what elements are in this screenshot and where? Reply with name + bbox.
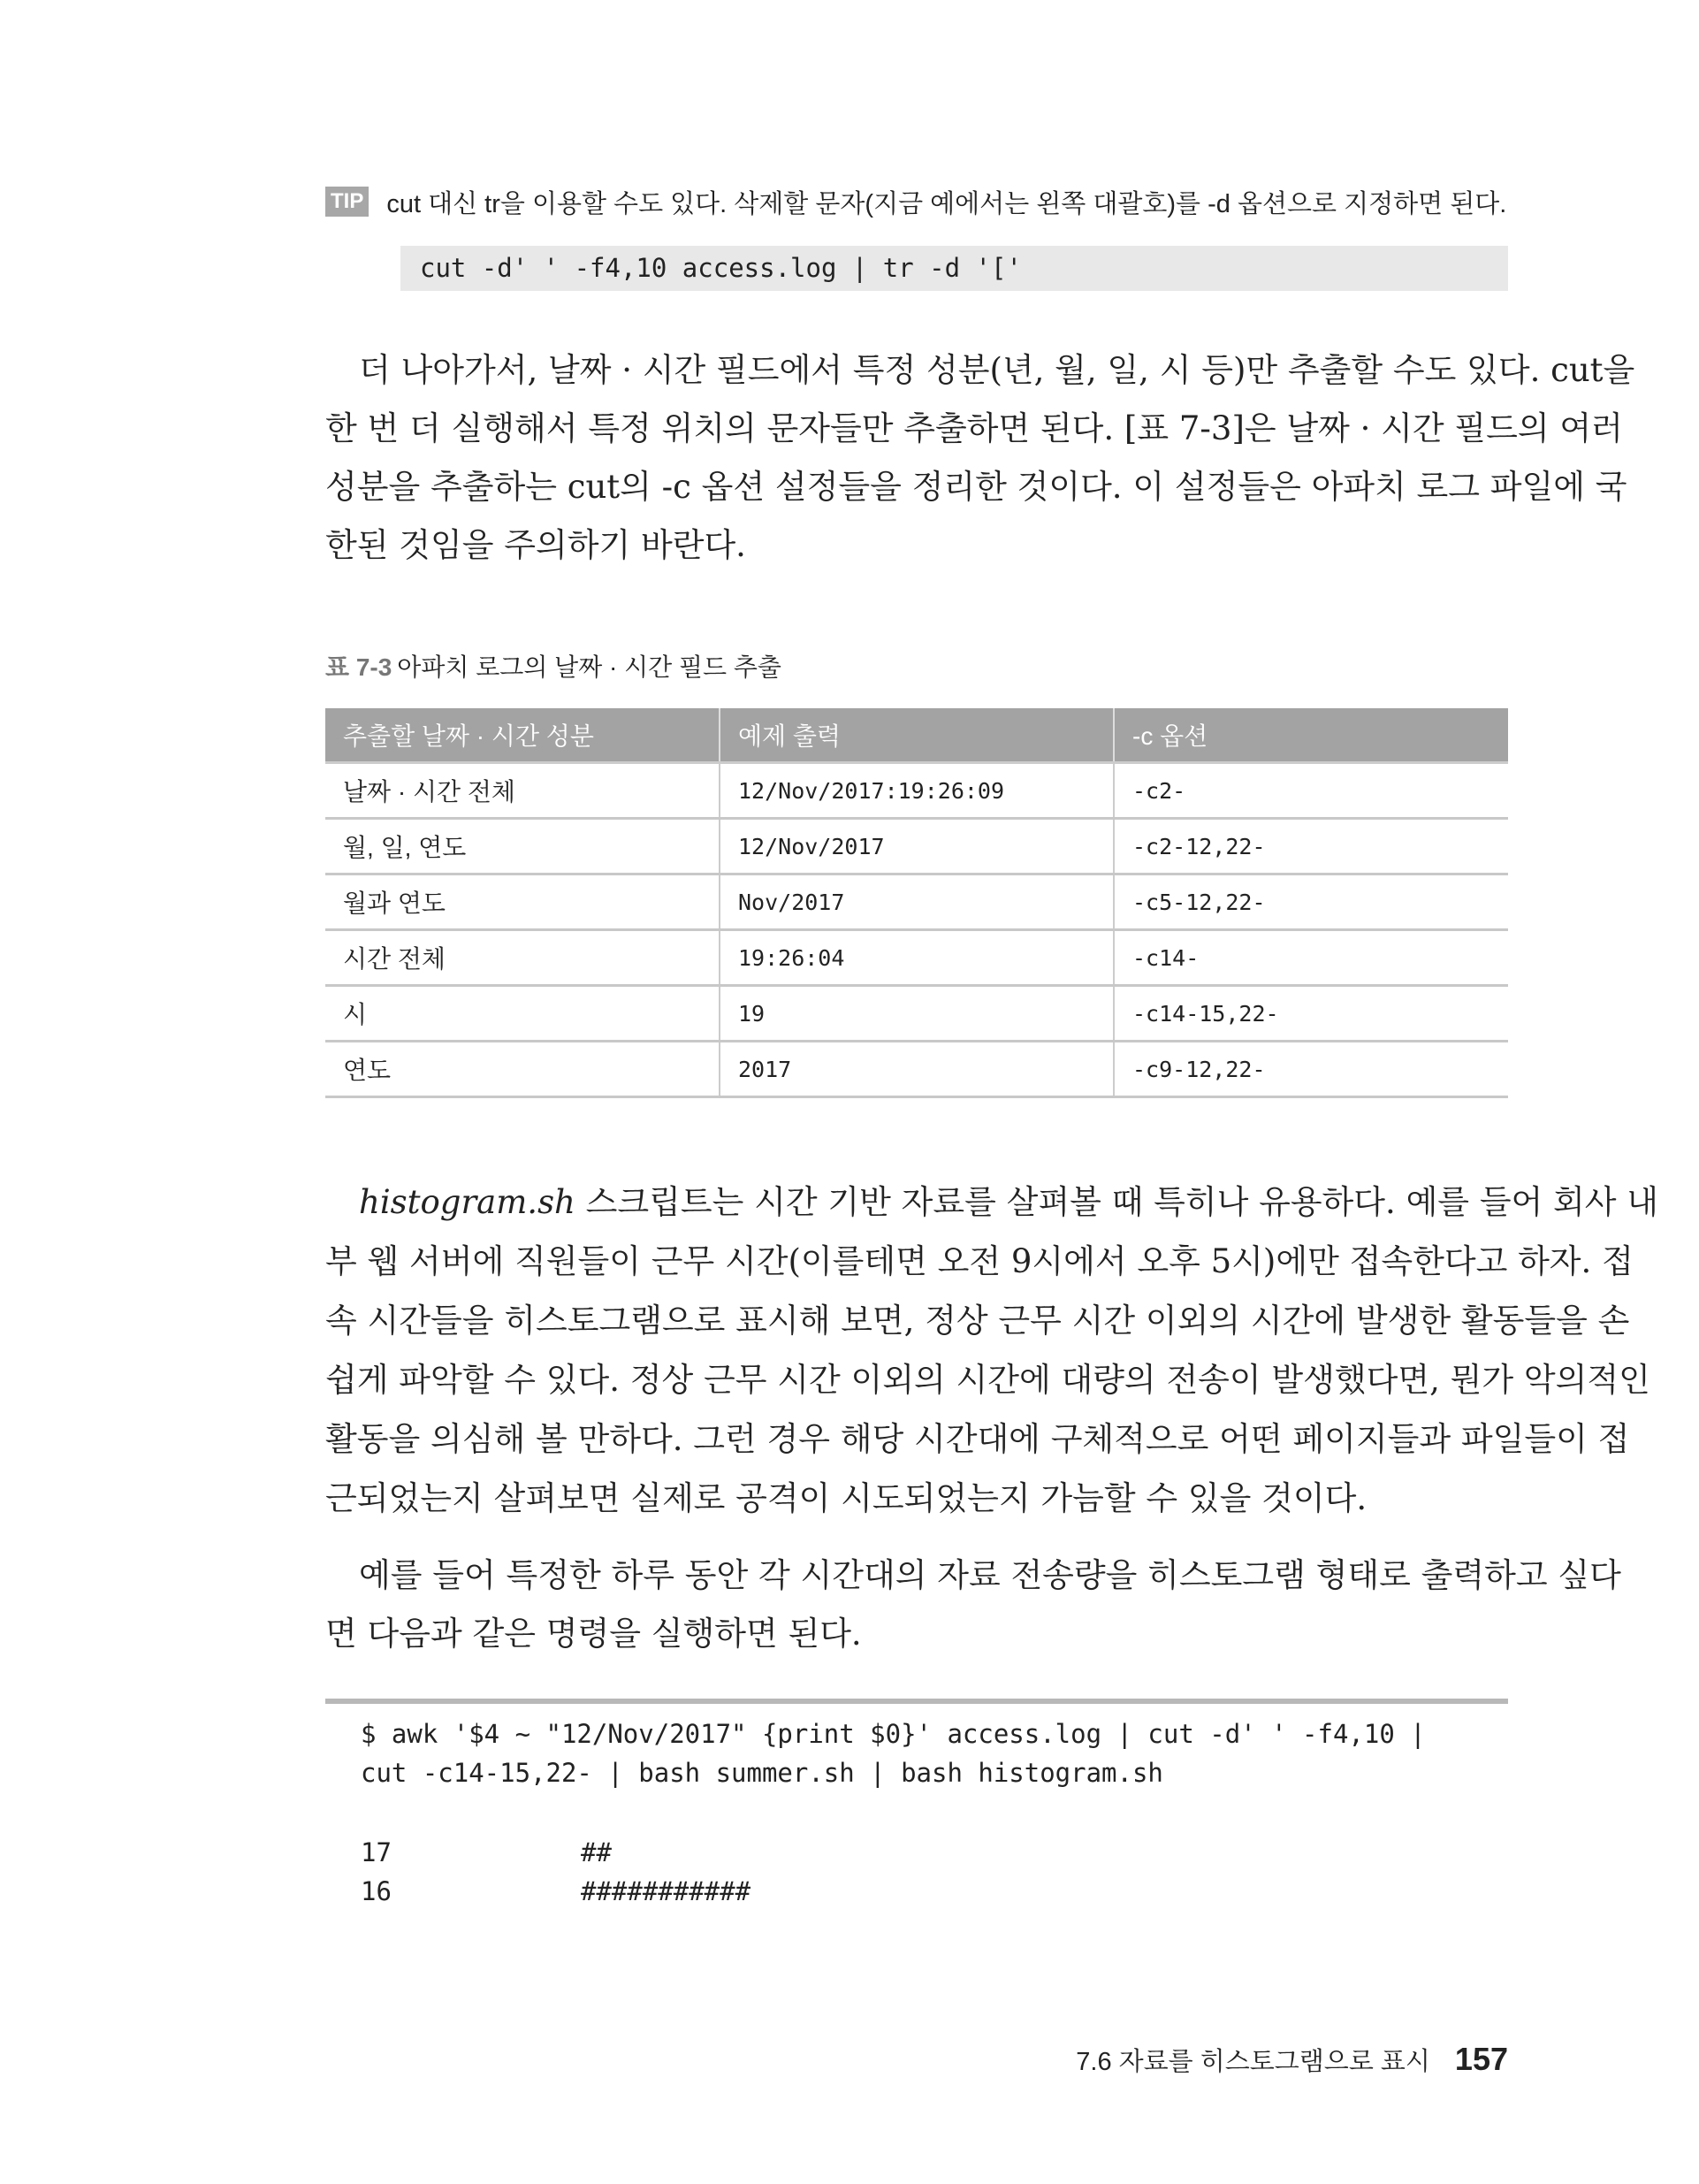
table-row bbox=[325, 986, 1508, 1042]
table-row bbox=[325, 874, 1508, 930]
tip-code-block: cut -d' ' -f4,10 access.log | tr -d '[' bbox=[400, 246, 1508, 291]
component-cell: 시 bbox=[325, 986, 720, 1042]
histogram-bar: ########### bbox=[581, 1876, 751, 1906]
component-cell: 시간 전체 bbox=[325, 930, 720, 986]
option-cell: -c2- bbox=[1114, 763, 1508, 819]
table-header-row bbox=[325, 708, 1508, 763]
text-line: 속 시간들을 히스토그램으로 표시해 보면, 정상 근무 시간 이외의 시간에 발생한 활동들을 손 bbox=[325, 1302, 1630, 1340]
command-line-2: cut -c14-15,22- | bash summer.sh | bash histogram.sh bbox=[361, 1758, 1163, 1788]
option-cell: -c2-12,22- bbox=[1114, 819, 1508, 874]
tip-badge: TIP bbox=[325, 187, 369, 217]
example-cell: 19:26:04 bbox=[720, 930, 1114, 986]
text-line: 쉽게 파악할 수 있다. 정상 근무 시간 이외의 시간에 대량의 전송이 발생했다면, 뭔가 악의적인 bbox=[325, 1361, 1650, 1399]
text-line: 근되었는지 살펴보면 실제로 공격이 시도되었는지 가늠할 수 있을 것이다. bbox=[325, 1479, 1368, 1517]
histogram-hour: 17 bbox=[361, 1837, 392, 1867]
text-line: 부 웹 서버에 직원들이 근무 시간(이를테면 오전 9시에서 오후 5시)에만 접속한다고 하자. 접 bbox=[325, 1242, 1634, 1280]
table-title: 아파치 로그의 날짜 · 시간 필드 추출 bbox=[397, 653, 781, 681]
text-line: 면 다음과 같은 명령을 실행하면 된다. bbox=[325, 1615, 862, 1653]
table-row bbox=[325, 1042, 1508, 1097]
histogram-row bbox=[361, 1837, 612, 1867]
section-title: 7.6 자료를 히스토그램으로 표시 bbox=[1076, 2048, 1430, 2076]
component-cell: 월과 연도 bbox=[325, 874, 720, 930]
table-number: 표 7-3 bbox=[325, 653, 392, 681]
command-line-1: $ awk '$4 ~ "12/Nov/2017" {print $0}' access.log | cut -d' ' -f4,10 | bbox=[361, 1719, 1426, 1749]
histogram-bar: ## bbox=[581, 1837, 612, 1867]
component-cell: 월, 일, 연도 bbox=[325, 819, 720, 874]
text-line: 성분을 추출하는 cut의 -c 옵션 설정들을 정리한 것이다. 이 설정들은 아파치 로그 파일에 국 bbox=[325, 468, 1627, 506]
text-line: 활동을 의심해 볼 만하다. 그런 경우 해당 시간대에 구체적으로 어떤 페이지들과 파일들이 접 bbox=[325, 1420, 1630, 1458]
histogram-hour: 16 bbox=[361, 1876, 392, 1906]
option-cell: -c9-12,22- bbox=[1114, 1042, 1508, 1097]
text-line: 더 나아가서, 날짜 · 시간 필드에서 특정 성분(년, 월, 일, 시 등)만 추출할 수도 있다. cut을 bbox=[359, 351, 1635, 389]
example-cell: 12/Nov/2017 bbox=[720, 819, 1114, 874]
option-cell: -c5-12,22- bbox=[1114, 874, 1508, 930]
table-row bbox=[325, 930, 1508, 986]
table-caption bbox=[325, 648, 781, 683]
paragraph-1 bbox=[325, 341, 1635, 575]
code-block-rule bbox=[325, 1699, 1508, 1704]
text-line: 한된 것임을 주의하기 바란다. bbox=[325, 526, 746, 564]
column-header: -c 옵션 bbox=[1114, 708, 1508, 763]
example-cell: Nov/2017 bbox=[720, 874, 1114, 930]
option-cell: -c14- bbox=[1114, 930, 1508, 986]
page-number: 157 bbox=[1454, 2041, 1508, 2077]
page-footer bbox=[1076, 2041, 1508, 2078]
histogram-row bbox=[361, 1876, 751, 1906]
paragraph-2 bbox=[325, 1172, 1659, 1528]
text-line bbox=[325, 1172, 1659, 1232]
tip-text: cut 대신 tr을 이용할 수도 있다. 삭제할 문자(지금 예에서는 왼쪽 대괄호)를 -d 옵션으로 지정하면 된다. bbox=[386, 189, 1507, 218]
option-cell: -c14-15,22- bbox=[1114, 986, 1508, 1042]
text-line: 한 번 더 실행해서 특정 위치의 문자들만 추출하면 된다. [표 7-3]은 날짜 · 시간 필드의 여러 bbox=[325, 409, 1623, 447]
component-cell: 연도 bbox=[325, 1042, 720, 1097]
table-row bbox=[325, 819, 1508, 874]
example-cell: 12/Nov/2017:19:26:09 bbox=[720, 763, 1114, 819]
column-header: 예제 출력 bbox=[720, 708, 1114, 763]
example-cell: 19 bbox=[720, 986, 1114, 1042]
table-row bbox=[325, 763, 1508, 819]
component-cell: 날짜 · 시간 전체 bbox=[325, 763, 720, 819]
column-header: 추출할 날짜 · 시간 성분 bbox=[325, 708, 720, 763]
tip-box bbox=[325, 184, 1510, 219]
text-span: 스크립트는 시간 기반 자료를 살펴볼 때 특히나 유용하다. 예를 들어 회사 내 bbox=[575, 1183, 1659, 1221]
script-name: histogram.sh bbox=[359, 1183, 575, 1221]
paragraph-3 bbox=[325, 1546, 1621, 1663]
date-time-extraction-table bbox=[325, 708, 1508, 1098]
example-cell: 2017 bbox=[720, 1042, 1114, 1097]
text-line: 예를 들어 특정한 하루 동안 각 시간대의 자료 전송량을 히스토그램 형태로 출력하고 싶다 bbox=[359, 1556, 1621, 1594]
